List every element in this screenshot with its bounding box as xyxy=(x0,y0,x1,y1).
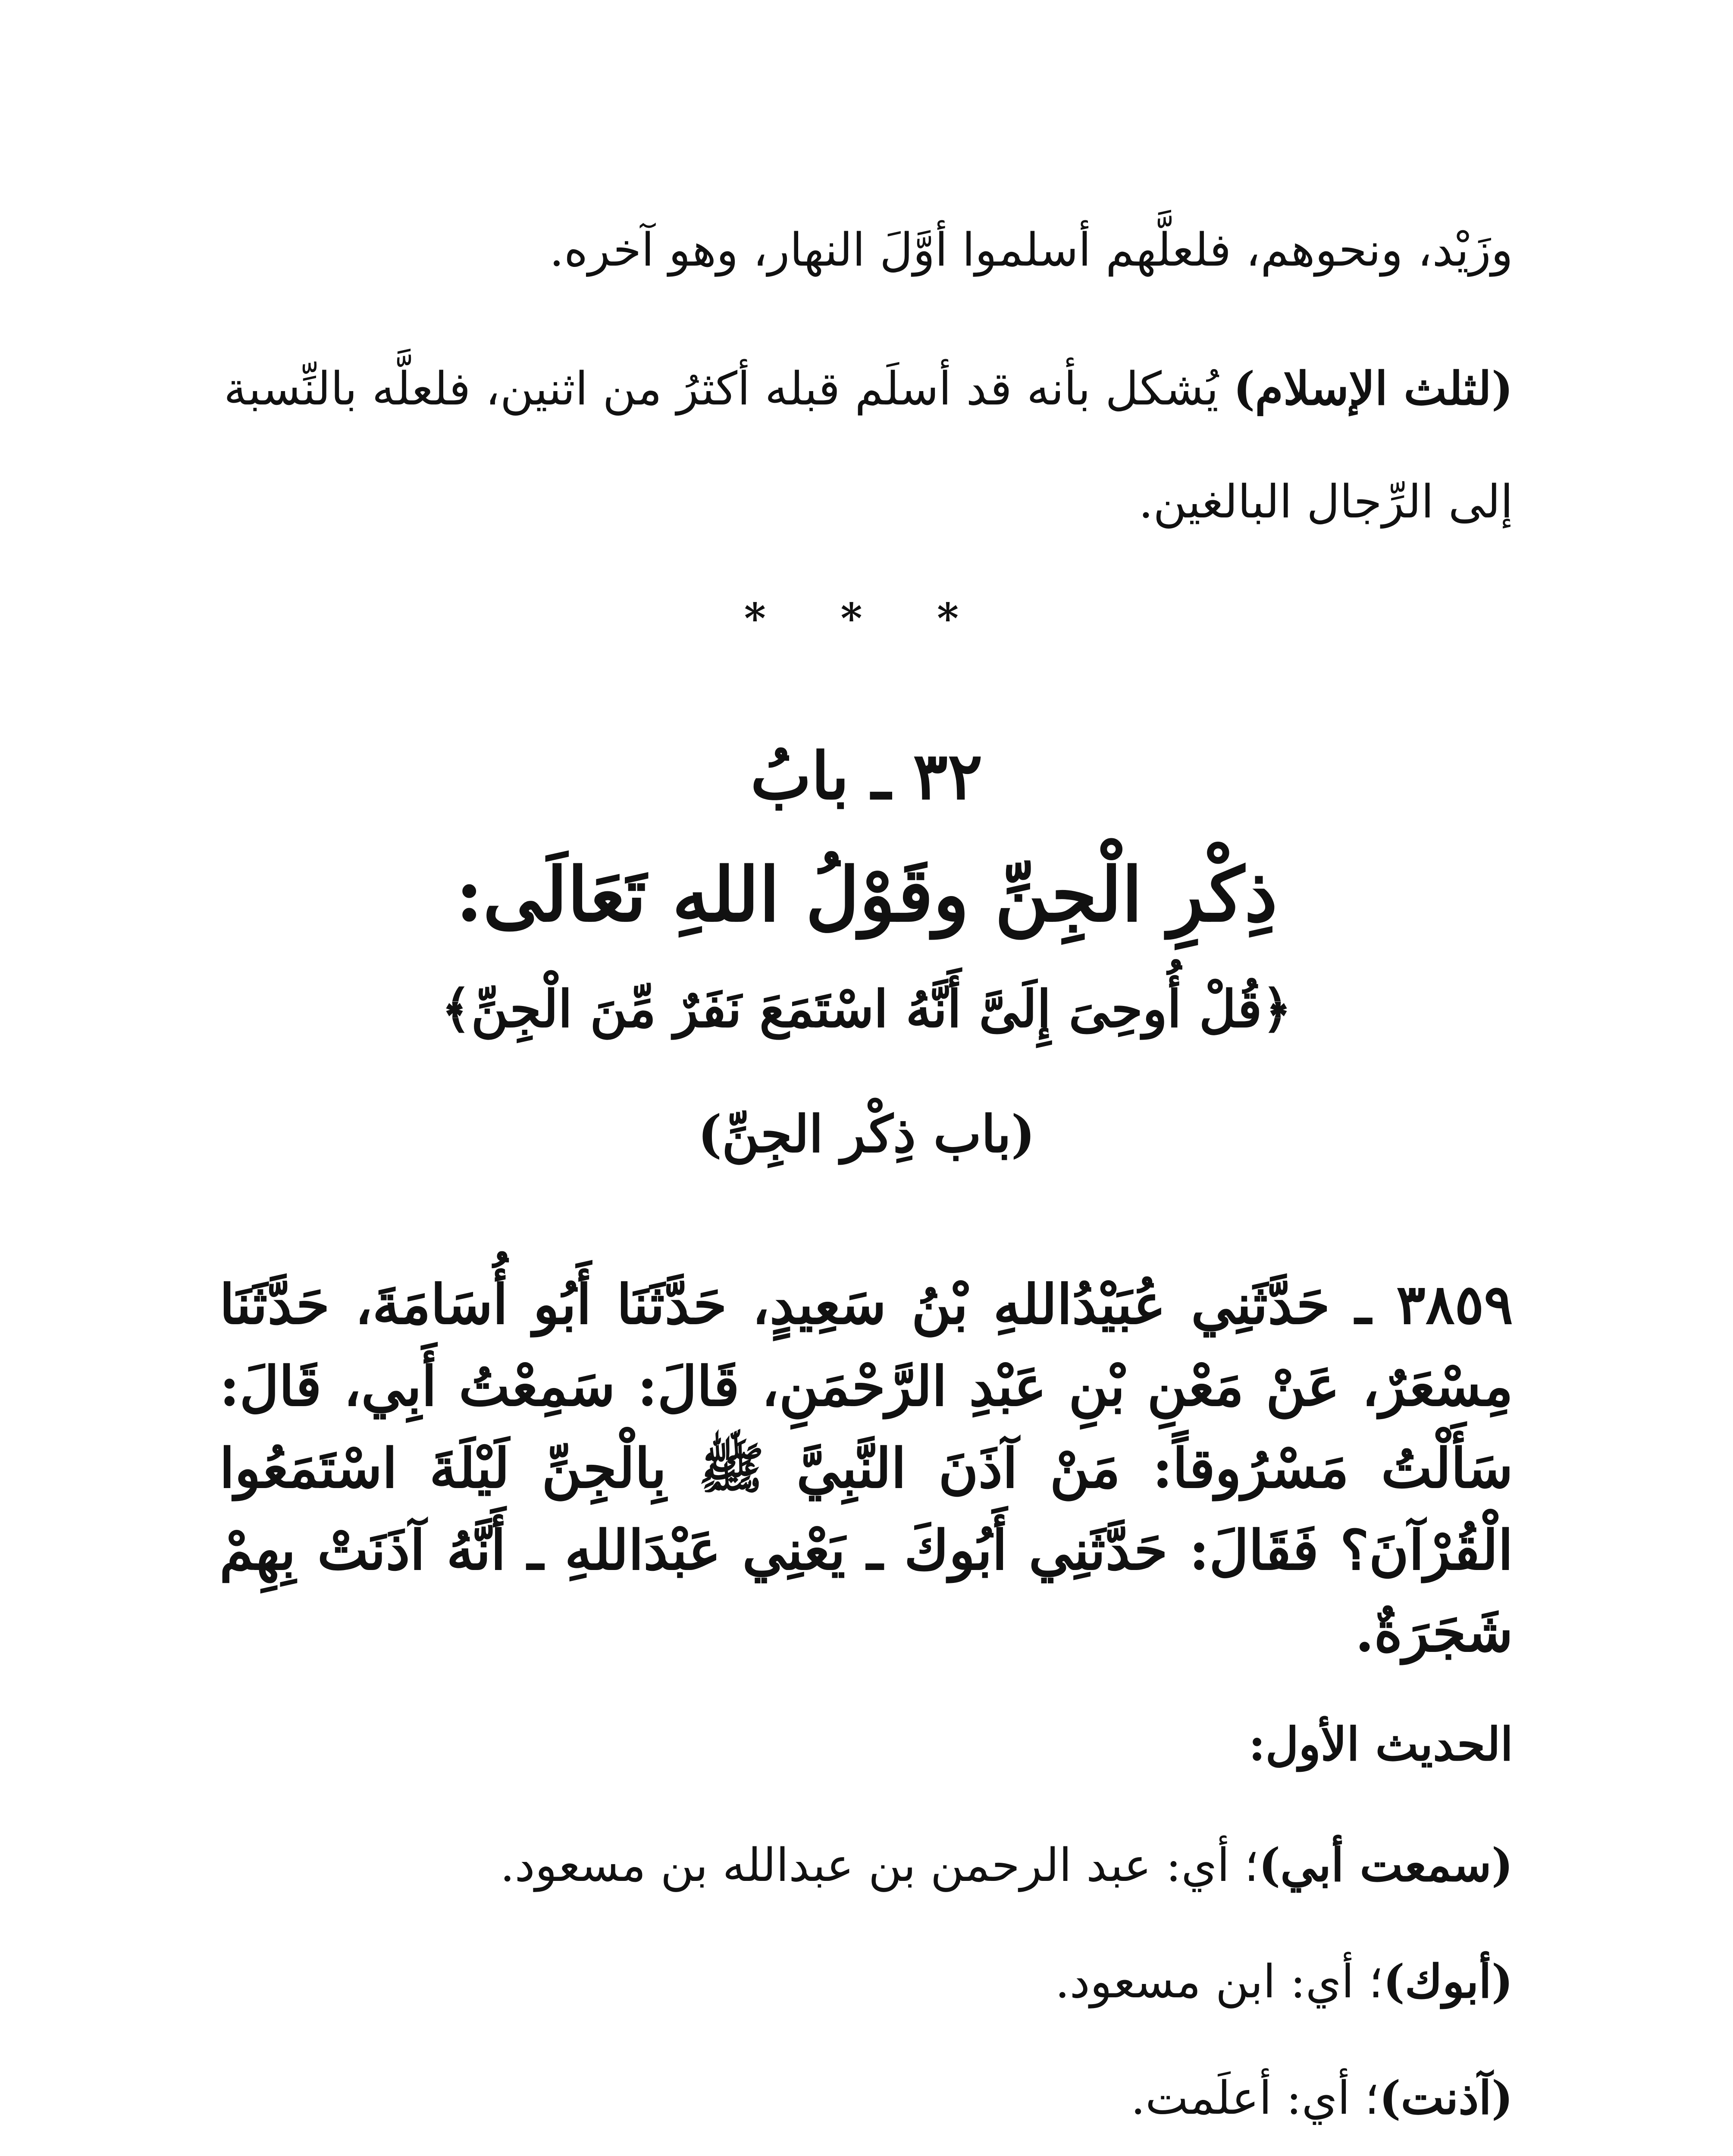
chapter-subheading: (باب ذِكْر الجِنِّ) xyxy=(698,1104,1035,1164)
intro-term: (لثلث الإسلام) xyxy=(1233,361,1513,415)
commentary-term: (آذنت) xyxy=(1379,2071,1513,2125)
commentary-term: (سمعت أبي) xyxy=(1259,1838,1513,1892)
intro-paragraph xyxy=(224,332,1513,558)
chapter-number: ٣٢ ـ بابُ xyxy=(750,738,983,814)
commentary-explanation: ؛ أي: أعلَمت. xyxy=(1131,2071,1379,2125)
commentary-heading: الحديث الأول: xyxy=(1248,1717,1513,1771)
quran-verse: ﴿قُلْ أُوحِىَ إِلَىَّ أَنَّهُ اسْتَمَعَ نَفَرٌ مِّنَ الْجِنِّ﴾ xyxy=(441,979,1292,1039)
chapter-title: ذِكْرِ الْجِنِّ وقَوْلُ اللهِ تَعَالَى: xyxy=(455,851,1278,938)
intro-line: وزَيْد، ونحوهم، فلعلَّهم أسلموا أوَّلَ النهار، وهو آخره. xyxy=(549,223,1513,276)
commentary-explanation: ؛ أي: ابن مسعود. xyxy=(1055,1955,1383,2008)
commentary-term: (أبوك) xyxy=(1383,1954,1513,2008)
hadith-text: ٣٨٥٩ ـ حَدَّثَنِي عُبَيْدُاللهِ بْنُ سَعِيدٍ، حَدَّثَنَا أَبُو أُسَامَةَ، حَدَّثَنَا مِسْعَرٌ، عَنْ مَعْنِ بْنِ عَبْدِ الرَّحْمَنِ، قَالَ: سَمِعْتُ أَبِي، قَالَ: سَأَلْتُ مَسْرُوقاً: مَنْ آذَنَ النَّبِيَّ ﷺ بِالْجِنِّ لَيْلَةَ اسْتَمَعُوا الْقُرْآنَ؟ فَقَالَ: حَدَّثَنِي أَبُوكَ ـ يَعْنِي عَبْدَاللهِ ـ أَنَّهُ آذَنَتْ بِهِمْ شَجَرَةٌ. xyxy=(219,1272,1513,1664)
intro-explanation: يُشكل بأنه قد أسلَم قبله أكثرُ من اثنين، فلعلَّه بالنِّسبة إلى الرِّجال البالغين. xyxy=(224,362,1513,528)
commentary-item xyxy=(224,1949,1513,2014)
commentary-explanation: ؛ أي: عبد الرحمن بن عبدالله بن مسعود. xyxy=(500,1839,1259,1892)
commentary-item xyxy=(224,1833,1513,1898)
section-separator-top: * * * xyxy=(744,594,989,643)
commentary-item xyxy=(224,2065,1513,2131)
